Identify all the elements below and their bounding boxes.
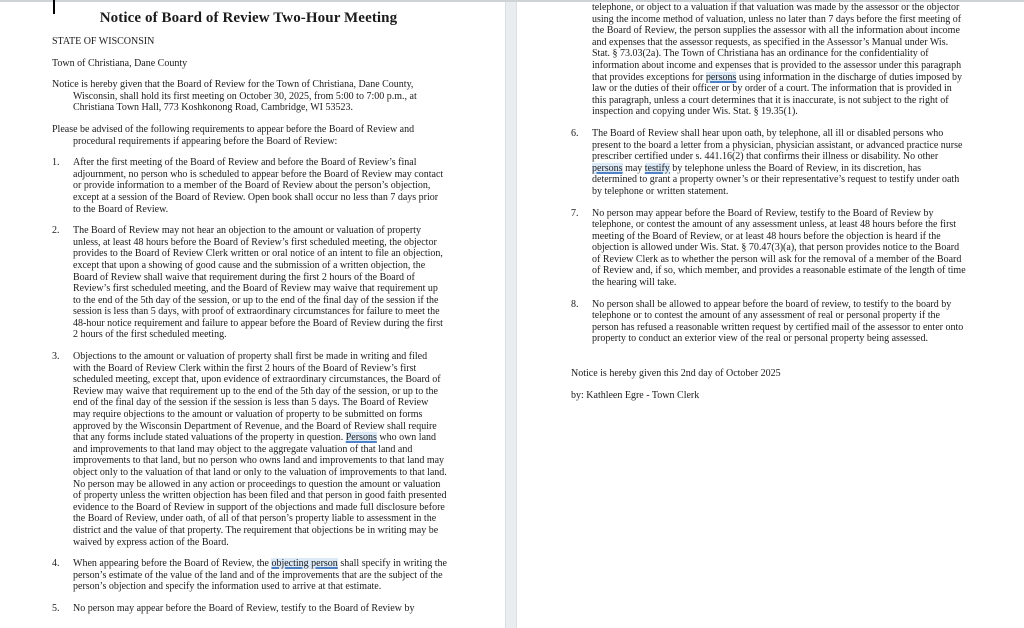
linked-term[interactable]: Persons	[345, 432, 377, 444]
page-2-content	[571, 2, 964, 401]
text-segment: No person may appear before the Board of Review, testify to the Board of Review by telephone, or contest the amount of any assessment unless, at least 48 hours before the first meeting of the Board of Review, or at least 48 hours before the objection is heard if the objection is allowed under Wis. Stat. § 70.47(3)(a), that person provides notice to the Board of Review Clerk as to whether the person will ask for the removal of a member of the Board of Review and, if so, which member, and provides a reasonable estimate of the length of time the hearing will take.	[592, 207, 966, 289]
list-item-4-text	[73, 558, 447, 593]
list-item-5	[52, 603, 445, 615]
list-item-1	[52, 157, 445, 215]
document-title: Notice of Board of Review Two-Hour Meeting	[99, 10, 398, 26]
linked-term[interactable]: persons	[592, 162, 623, 174]
text-cursor	[53, 0, 55, 14]
document-page-2[interactable]	[517, 0, 1024, 628]
list-item-8-text	[592, 299, 966, 345]
text-segment: No person shall be allowed to appear before the board of review, to testify to the board by telephone or to contest the amount of any assessment of real or personal property if the person has refused a reasonable written request by certified mail of the assessor to enter onto property to conduct an exterior view of the real or personal property being assessed.	[592, 298, 964, 345]
clerk-signature-line: by: Kathleen Egre - Town Clerk	[571, 389, 700, 401]
text-segment: When appearing before the Board of Review, the	[73, 558, 272, 570]
state-line: STATE OF WISCONSIN	[52, 36, 155, 47]
list-item-4-number: 4.	[52, 558, 60, 570]
text-segment: The Board of Review shall hear upon oath, by telephone, all ill or disabled persons who present to the board a letter from a physician, physician assistant, or advanced practice nurse prescriber certified under s. 441.16(2) that confirms their illness or disability. No other	[592, 127, 963, 163]
list-item-3-number: 3.	[52, 351, 60, 363]
list-item-6	[571, 128, 964, 198]
list-item-3	[52, 351, 445, 548]
list-item-6-number: 6.	[571, 127, 579, 139]
text-segment: telephone, or object to a valuation if that valuation was made by the assessor or the objector using the income method of valuation, unless no later than 7 days before the first meeting of the Board of Review, the person supplies the assessor with all the information about income and expenses that the assessor requests, as specified in the Assessor’s Manual under Wis. Stat. § 73.03(2a). The Town of Christiana has an ordinance for the confidentiality of information about income and expenses that is provided to the assessor under this paragraph that provides exceptions for	[592, 2, 962, 83]
list-item-4	[52, 558, 445, 593]
list-item-8	[571, 299, 964, 345]
intro-paragraph: Notice is hereby given that the Board of Review for the Town of Christiana, Dane County, Wisconsin, shall hold its first meeting on October 30, 2025, from 5:00 to 7:00 p.m., at Christiana Town Hall, 773 Koshkonong Road, Cambridge, WI 53523.	[52, 79, 417, 114]
list-item-2-text	[73, 225, 447, 341]
list-item-3-text	[73, 351, 447, 548]
page-1-content	[52, 10, 445, 615]
text-segment: who own land and improvements to that land may object to the aggregate valuation of that land and improvements to that land, but no person who owns land and improvements to that land may object only to the valuation of that land or only to the valuation of improvements to that land. No person may be allowed in any action or proceedings to question the amount or valuation of property unless the written objection has been filed and that person in good faith presented evidence to the Board of Review in support of the objections and made full disclosure before the Board of Review, under oath, of all of that person’s property liable to assessment in the district and the value of that property. The requirement that objections be in writing may be waived by express action of the Board.	[73, 432, 447, 548]
list-item-8-number: 8.	[571, 298, 579, 310]
linked-term[interactable]: persons	[705, 71, 737, 83]
text-segment: using information in the discharge of duties imposed by law or the duties of their officer or by order of a court. The information that is provided in this paragraph, unless a court determines that it is inaccurate, is not subject to the right of inspection and copying under Wis. Stat. § 19.35(1).	[592, 71, 963, 118]
text-segment: by telephone unless the Board of Review, in its discretion, has determined to grant a property owner’s or their representative’s request to testify under oath by telephone or written statement.	[592, 162, 960, 197]
linked-term[interactable]: testify	[644, 162, 670, 174]
list-item-5-continuation-text	[592, 2, 966, 118]
list-item-6-text	[592, 128, 966, 198]
text-segment: Objections to the amount or valuation of property shall first be made in writing and filed with the Board of Review Clerk within the first 2 hours of the Board of Review’s first scheduled meeting, except that, upon evidence of extraordinary circumstances, the Board of Review may waive that requirement up to the end of the 5th day of the session, or up to the end of the final day of the session if the session is less than 5 days. The Board of Review may require objections to the amount or valuation of property to be submitted on forms approved by the Wisconsin Department of Revenue, and the Board of Review shall require that any forms include stated valuations of the property in question.	[73, 351, 441, 444]
text-segment: may	[622, 162, 645, 174]
list-item-7-number: 7.	[571, 207, 579, 219]
list-item-5-continuation	[571, 2, 964, 118]
list-item-1-text	[73, 157, 447, 215]
text-segment: After the first meeting of the Board of Review and before the Board of Review’s final adjournment, no person who is scheduled to appear before the Board of Review may contact or provide information to a member of the Board of Review about the person’s objection, except at a session of the Board of Review. Open book shall occur no less than 7 days prior to the Board of Review.	[73, 157, 444, 215]
document-page-1[interactable]	[0, 0, 505, 628]
text-segment: shall specify in writing the person’s estimate of the value of the land and of the improvements that are the subject of the person’s objection and specify the information used to arrive at that estimate.	[73, 558, 447, 593]
list-item-2	[52, 225, 445, 341]
list-item-7	[571, 208, 964, 289]
notice-date-line: Notice is hereby given this 2nd day of October 2025	[571, 368, 781, 380]
text-segment: No person may appear before the Board of Review, testify to the Board of Review by	[73, 602, 415, 614]
list-item-1-number: 1.	[52, 157, 60, 169]
list-item-5-text	[73, 603, 447, 615]
list-item-7-text	[592, 208, 966, 289]
town-line: Town of Christiana, Dane County	[52, 57, 188, 69]
page-gap	[505, 0, 517, 628]
page-top-edge	[0, 0, 1024, 2]
advise-paragraph: Please be advised of the following requirements to appear before the Board of Review and procedural requirements if appearing before the Board of Review:	[52, 123, 415, 147]
list-item-2-number: 2.	[52, 225, 60, 237]
list-item-5-number: 5.	[52, 602, 60, 614]
text-segment: The Board of Review may not hear an objection to the amount or valuation of property unless, at least 48 hours before the Board of Review’s first scheduled meeting, the objector provides to the Board of Review Clerk written or oral notice of an intent to file an objection, except that upon a showing of good cause and the submission of a written objection, the Board of Review shall waive that requirement during the first 2 hours of the Board of Review’s first scheduled meeting, and the Board of Review may waive that requirement up to the end of the 5th day of the session, or up to the end of the final day of the session if the session is less than 5 days, with proof of extraordinary circumstances for failure to meet the 48-hour notice requirement and failure to appear before the Board of Review during the first 2 hours of the first scheduled meeting.	[73, 225, 443, 341]
linked-term[interactable]: objecting person	[271, 558, 338, 570]
